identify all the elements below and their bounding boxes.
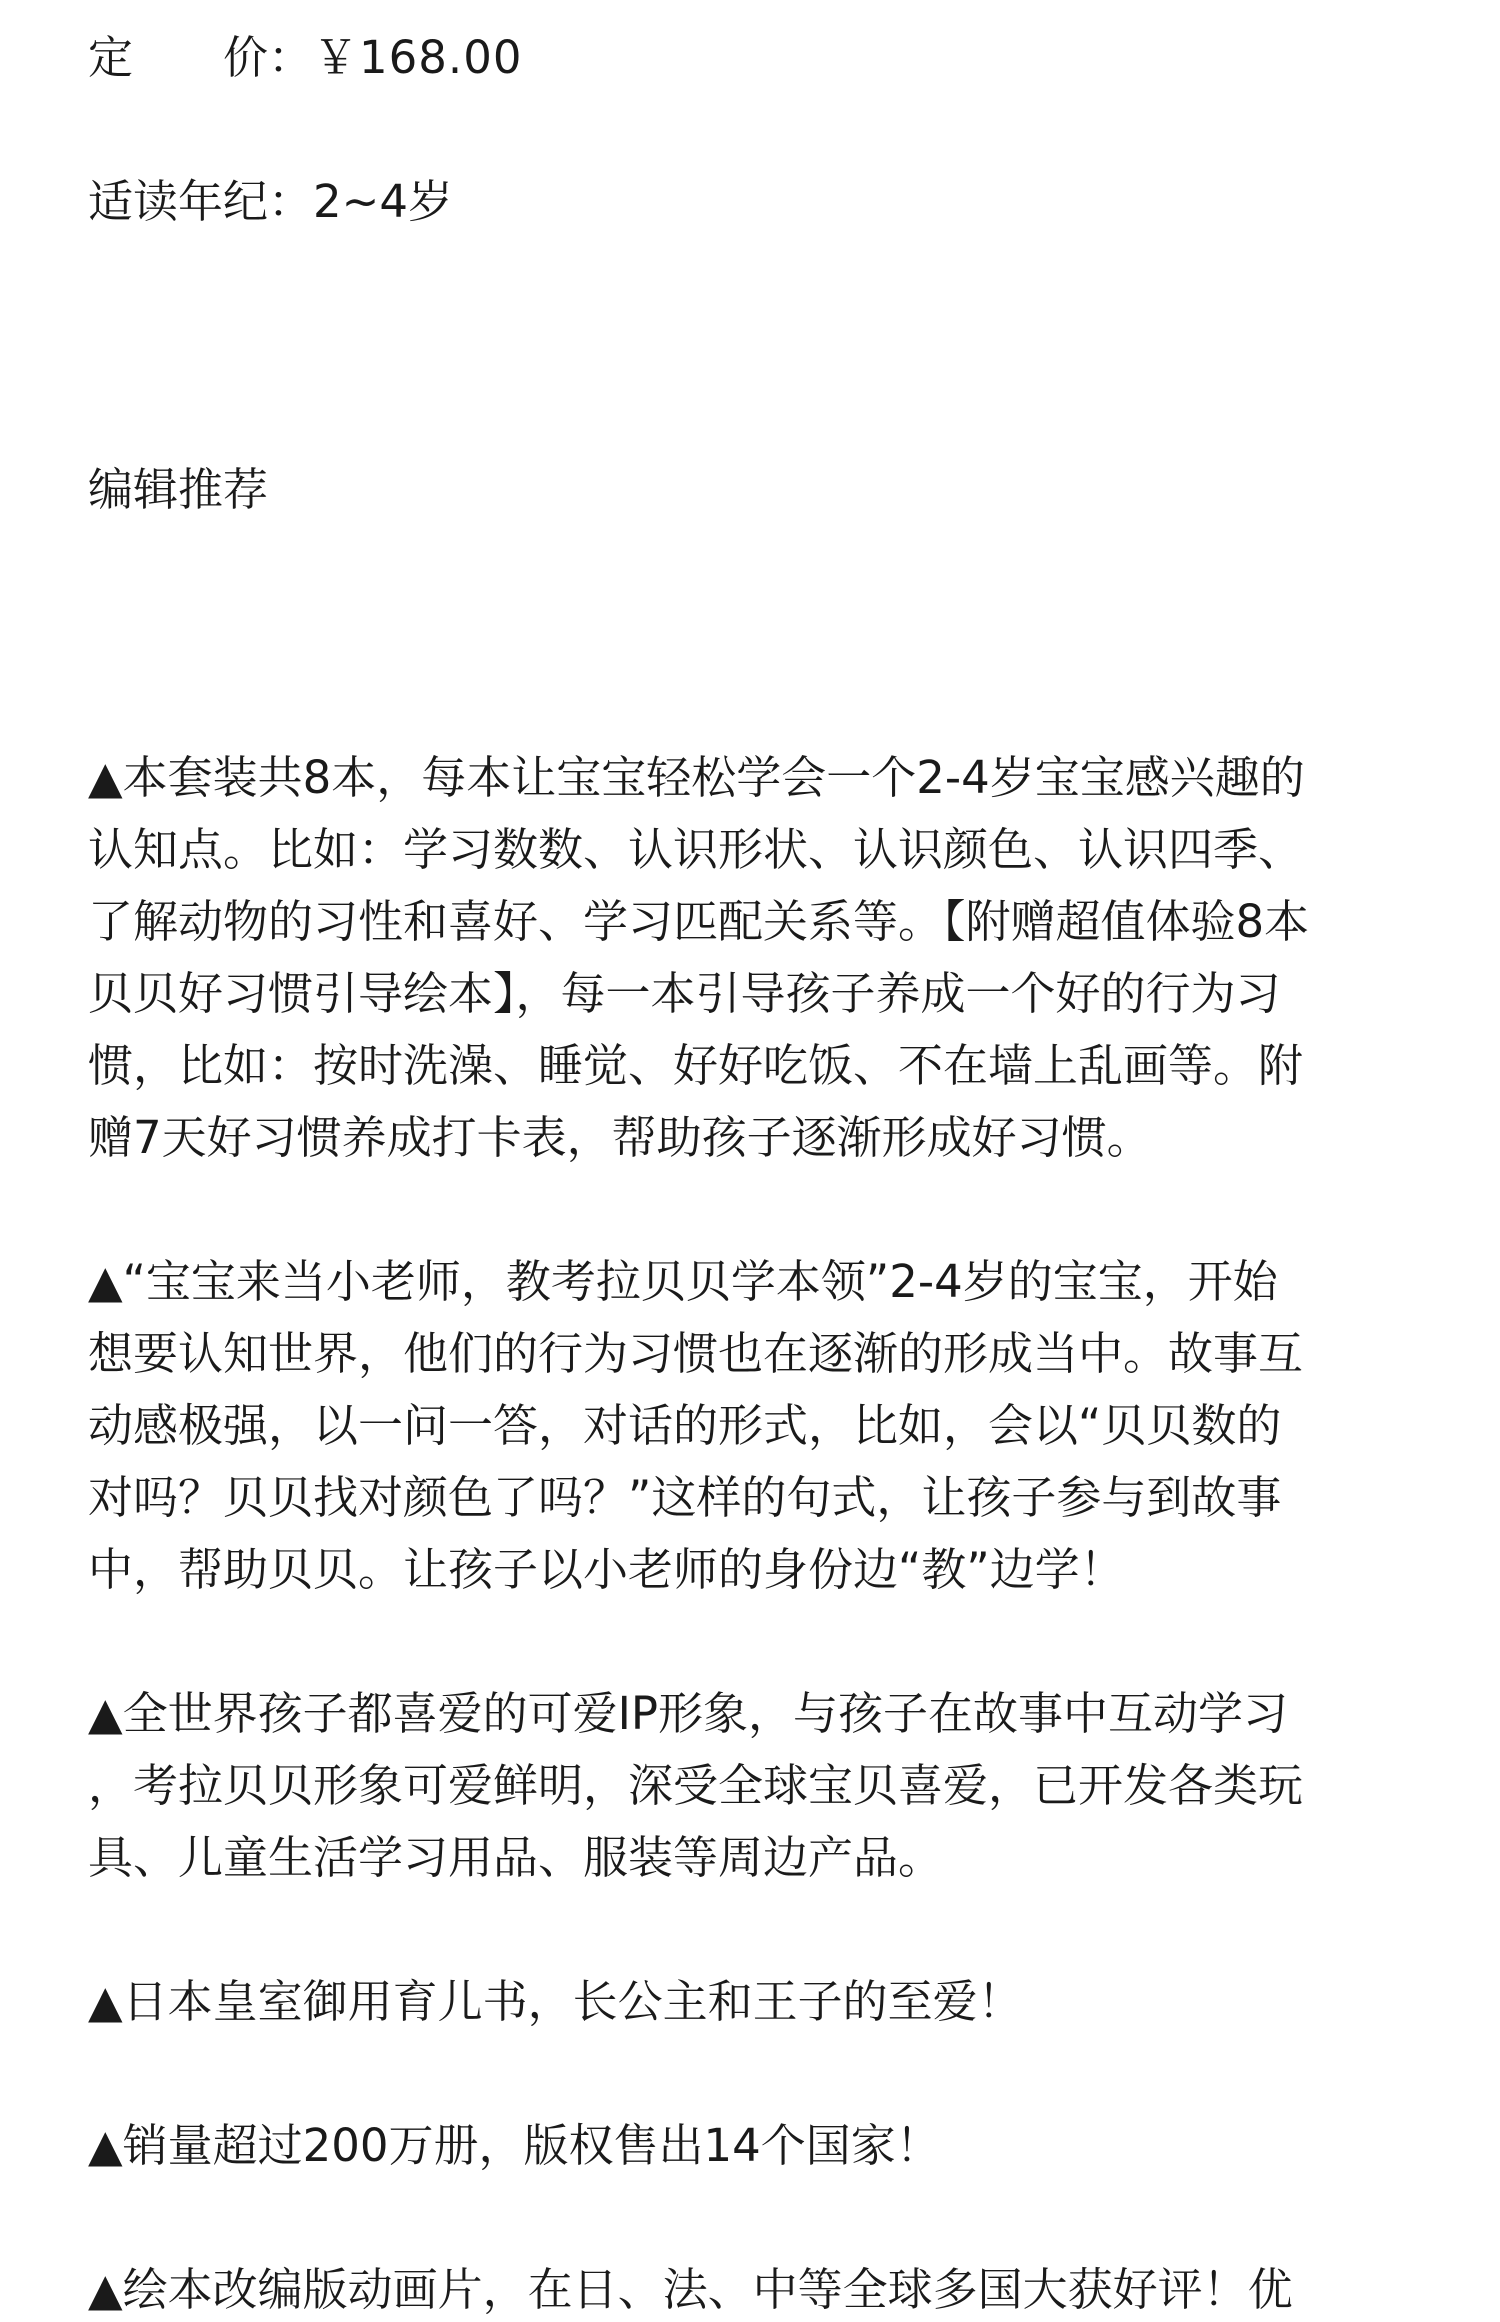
paragraph-row: 贝贝好习惯引导绘本】，每一本引导孩子养成一个好的行为习 (88, 967, 1281, 1020)
paragraph-sales (88, 2110, 1418, 2182)
price-line (88, 33, 523, 83)
age-line (88, 177, 453, 227)
age-value: 2~4岁 (313, 175, 453, 228)
paragraph-row: 中，帮助贝贝。让孩子以小老师的身份边“教”边学！ (88, 1543, 1125, 1596)
paragraph-row: ，考拉贝贝形象可爱鲜明，深受全球宝贝喜爱，已开发各类玩 (88, 1759, 1304, 1812)
paragraph-royal-family (88, 1966, 1418, 2038)
price-label-second: 价： (223, 31, 314, 84)
price-label-first: 定 (88, 31, 134, 84)
paragraph-row: 了解动物的习性和喜好、学习匹配关系等。【附赠超值体验8本 (88, 895, 1310, 948)
paragraph-row: ▲日本皇室御用育儿书，长公主和王子的至爱！ (88, 1975, 1023, 2028)
price-value: ￥168.00 (313, 31, 523, 84)
paragraph-row: 具、儿童生活学习用品、服装等周边产品。 (88, 1831, 944, 1884)
paragraph-row: 认知点。比如：学习数数、认识形状、认识颜色、认识四季、 (88, 823, 1304, 876)
paragraph-row: 想要认知世界，他们的行为习惯也在逐渐的形成当中。故事互 (88, 1327, 1304, 1380)
paragraph-row: 惯，比如：按时洗澡、睡觉、好好吃饭、不在墙上乱画等。附 (88, 1039, 1304, 1092)
paragraph-ip-character (88, 1678, 1418, 1894)
paragraph-row: ▲“宝宝来当小老师，教考拉贝贝学本领”2-4岁的宝宝，开始 (88, 1255, 1278, 1308)
paragraph-row: 动感极强，以一问一答，对话的形式，比如，会以“贝贝数的 (88, 1399, 1282, 1452)
price-label (88, 31, 313, 84)
paragraph-row: ▲本套装共8本，每本让宝宝轻松学会一个2-4岁宝宝感兴趣的 (88, 751, 1305, 804)
paragraph-little-teacher (88, 1246, 1418, 1606)
paragraph-animation (88, 2254, 1418, 2322)
paragraph-set-contents (88, 742, 1418, 1174)
paragraph-row: ▲销量超过200万册，版权售出14个国家！ (88, 2119, 941, 2172)
paragraph-row: ▲全世界孩子都喜爱的可爱IP形象，与孩子在故事中互动学习 (88, 1687, 1289, 1740)
paragraph-row: 对吗？贝贝找对颜色了吗？”这样的句式，让孩子参与到故事 (88, 1471, 1282, 1524)
age-label: 适读年纪： (88, 175, 314, 228)
paragraph-row: 赠7天好习惯养成打卡表，帮助孩子逐渐形成好习惯。 (88, 1111, 1152, 1164)
paragraph-row: ▲绘本改编版动画片，在日、法、中等全球多国大获好评！优 (88, 2263, 1293, 2316)
section-title: 编辑推荐 (88, 463, 269, 516)
